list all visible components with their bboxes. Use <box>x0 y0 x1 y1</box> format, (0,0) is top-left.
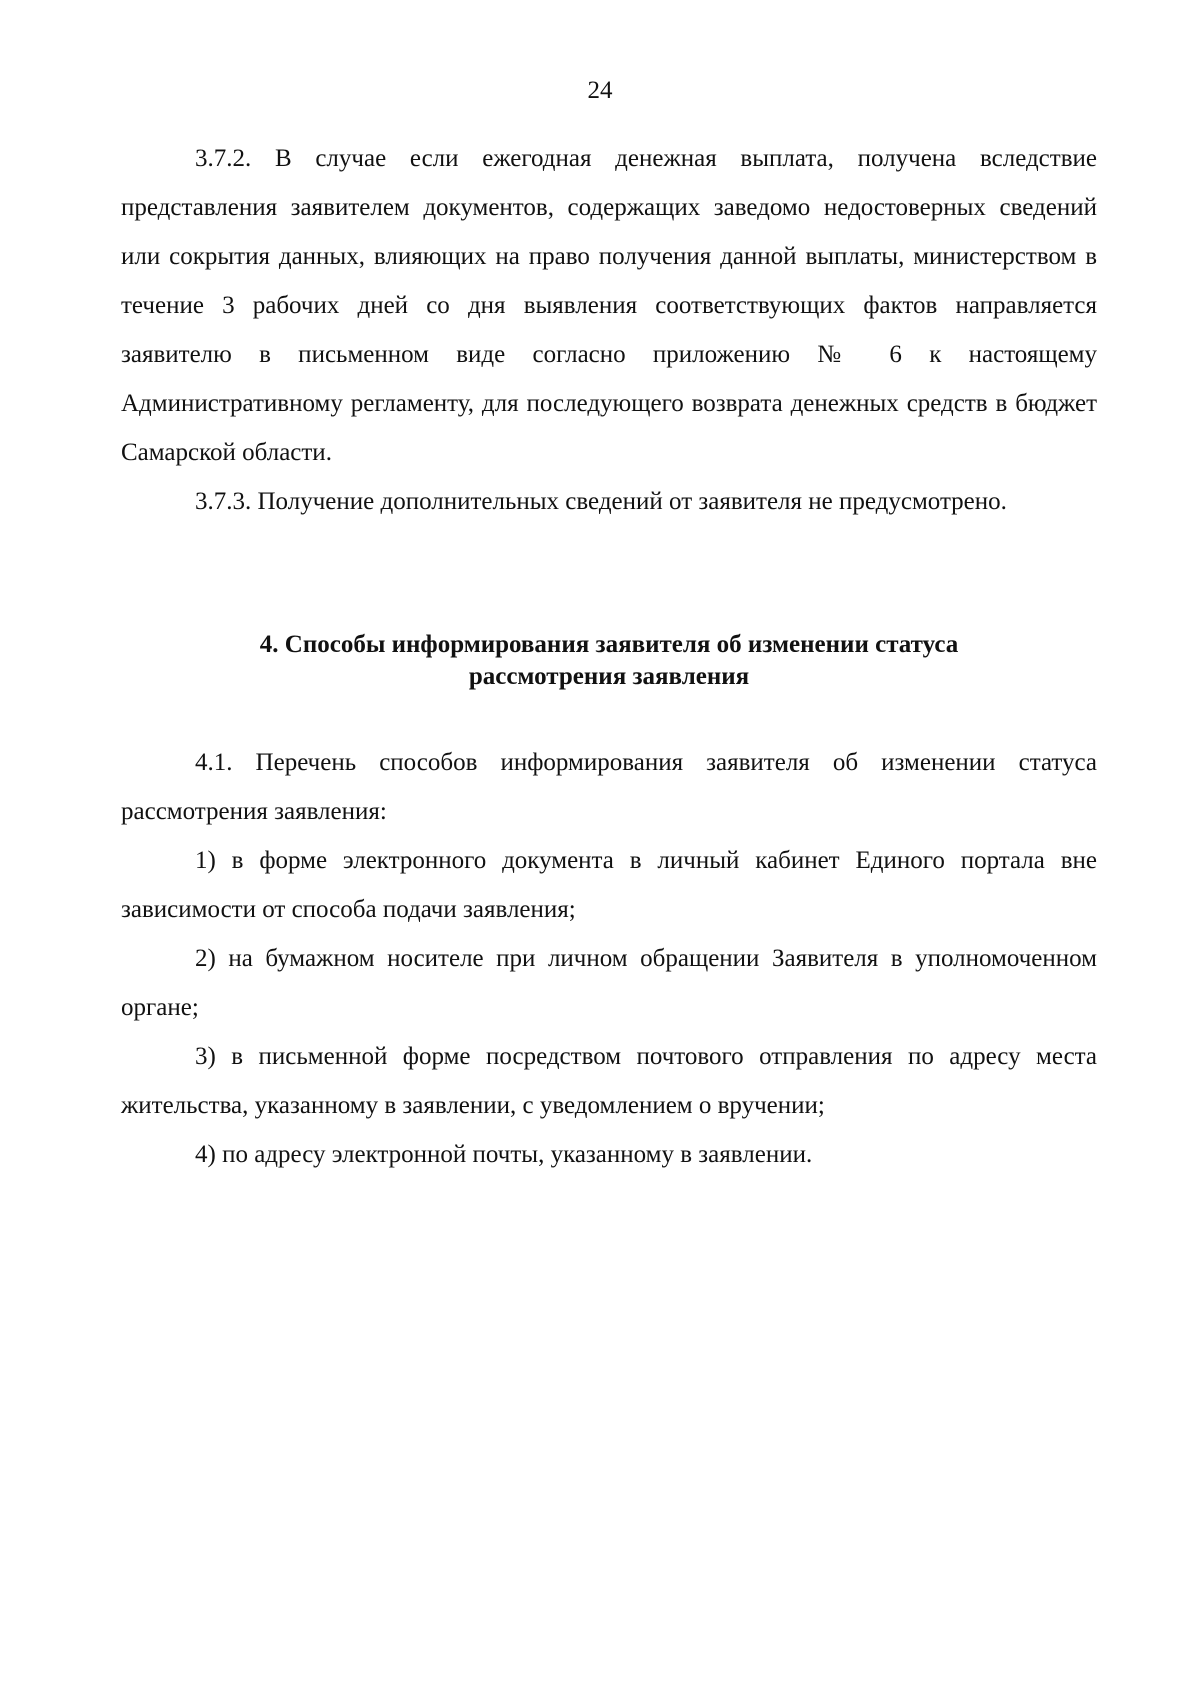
list-item: 3) в письменной форме посредством почтового отправления по адресу места жительства, указанному в заявлении, с уведомлением о вручении; <box>121 1043 1097 1119</box>
section-4-heading-line-2: рассмотрения заявления <box>468 663 750 690</box>
section-4-heading-line-1: 4. Способы информирования заявителя об изменении статуса <box>259 631 959 658</box>
section-4-text <box>121 738 1097 1179</box>
paragraph-3-7-3: 3.7.3. Получение дополнительных сведений от заявителя не предусмотрено. <box>195 488 1007 515</box>
section-4-heading <box>121 629 1097 693</box>
list-item: 4) по адресу электронной почты, указанному в заявлении. <box>195 1141 813 1168</box>
paragraph-4-1: 4.1. Перечень способов информирования заявителя об изменении статуса рассмотрения заявления: <box>121 749 1097 825</box>
section-3-text <box>121 134 1097 526</box>
list-item: 2) на бумажном носителе при личном обращении Заявителя в уполномоченном органе; <box>121 945 1097 1021</box>
page-number: 24 <box>587 77 613 104</box>
list-item: 1) в форме электронного документа в личный кабинет Единого портала вне зависимости от способа подачи заявления; <box>121 847 1097 923</box>
paragraph-3-7-2: 3.7.2. В случае если ежегодная денежная выплата, получена вследствие представления заявителем документов, содержащих заведомо недостоверных сведений или сокрытия данных, влияющих на право получения данной выплаты, министерством в течение 3 рабочих дней со дня выявления соответствующих фактов направляется заявителю в письменном виде согласно приложению № 6 к настоящему Административному регламенту, для последующего возврата денежных средств в бюджет Самарской области. <box>121 145 1097 466</box>
